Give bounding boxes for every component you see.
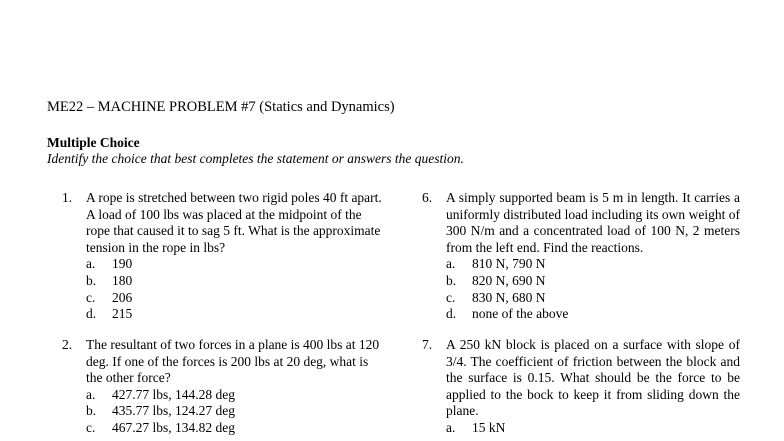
choice-text: 215 [112, 306, 133, 322]
question-1 [62, 190, 382, 323]
choice-letter: c. [86, 419, 96, 435]
choice-text: 190 [112, 256, 133, 272]
choice-text: 467.27 lbs, 134.82 deg [112, 419, 235, 435]
choice-letter: a. [446, 419, 456, 435]
choice-text: 435.77 lbs, 124.27 deg [112, 403, 235, 419]
choice-d[interactable] [86, 306, 382, 323]
page-title: ME22 – MACHINE PROBLEM #7 (Statics and Dynamics) [47, 99, 395, 115]
choice-c[interactable] [86, 420, 382, 437]
question-number: 1. [62, 190, 73, 205]
question-6 [422, 190, 740, 323]
question-number: 6. [422, 190, 433, 205]
choice-letter: a. [86, 386, 96, 402]
choice-text: none of the above [472, 306, 569, 322]
question-text: The resultant of two forces in a plane is 400 lbs at 120 deg. If one of the forces is 200 lbs at 20 deg, what is the other force? [86, 337, 380, 386]
choice-text: 180 [112, 272, 133, 288]
choice-b[interactable] [86, 273, 382, 290]
choice-a[interactable] [86, 256, 382, 273]
question-text: A simply supported beam is 5 m in length. It carries a uniformly distributed load including its own weight of 300 N/m and a concentrated load of 100 N, 2 meters from the left end. Find the reactions. [446, 190, 740, 255]
choice-text: 830 N, 680 N [472, 289, 546, 305]
choice-list [446, 420, 740, 437]
instructions: Identify the choice that best completes the statement or answers the question. [47, 151, 464, 166]
choice-b[interactable] [86, 403, 382, 420]
choice-text: 820 N, 690 N [472, 272, 546, 288]
choice-text: 427.77 lbs, 144.28 deg [112, 386, 235, 402]
choice-text: 15 kN [472, 419, 506, 435]
choice-letter: c. [446, 289, 456, 305]
choice-b[interactable] [446, 273, 740, 290]
choice-text: 810 N, 790 N [472, 256, 546, 272]
choice-letter: a. [446, 256, 456, 272]
choice-letter: b. [86, 403, 97, 419]
choice-a[interactable] [86, 387, 382, 404]
question-text: A 250 kN block is placed on a surface with slope of 3/4. The coefficient of friction between the block and the surface is 0.15. What should be the force to be applied to the bock to keep it from sliding down the plane. [446, 337, 740, 419]
choice-letter: c. [86, 289, 96, 305]
choice-letter: d. [446, 306, 457, 322]
choice-d[interactable] [446, 306, 740, 323]
choice-letter: a. [86, 256, 96, 272]
choice-letter: b. [446, 272, 457, 288]
choice-list [86, 256, 382, 322]
choice-text: 206 [112, 289, 133, 305]
choice-a[interactable] [446, 420, 740, 437]
question-2 [62, 337, 382, 437]
question-7 [422, 337, 740, 437]
question-number: 7. [422, 337, 433, 352]
choice-list [86, 387, 382, 437]
question-text: A rope is stretched between two rigid poles 40 ft apart. A load of 100 lbs was placed at the midpoint of the rope that caused it to sag 5 ft. What is the approximate tension in the rope in lbs? [86, 190, 382, 255]
choice-c[interactable] [446, 290, 740, 307]
section-heading: Multiple Choice [47, 135, 140, 150]
choice-letter: b. [86, 272, 97, 288]
choice-list [446, 256, 740, 322]
question-number: 2. [62, 337, 73, 352]
choice-c[interactable] [86, 290, 382, 307]
choice-letter: d. [86, 306, 97, 322]
choice-a[interactable] [446, 256, 740, 273]
